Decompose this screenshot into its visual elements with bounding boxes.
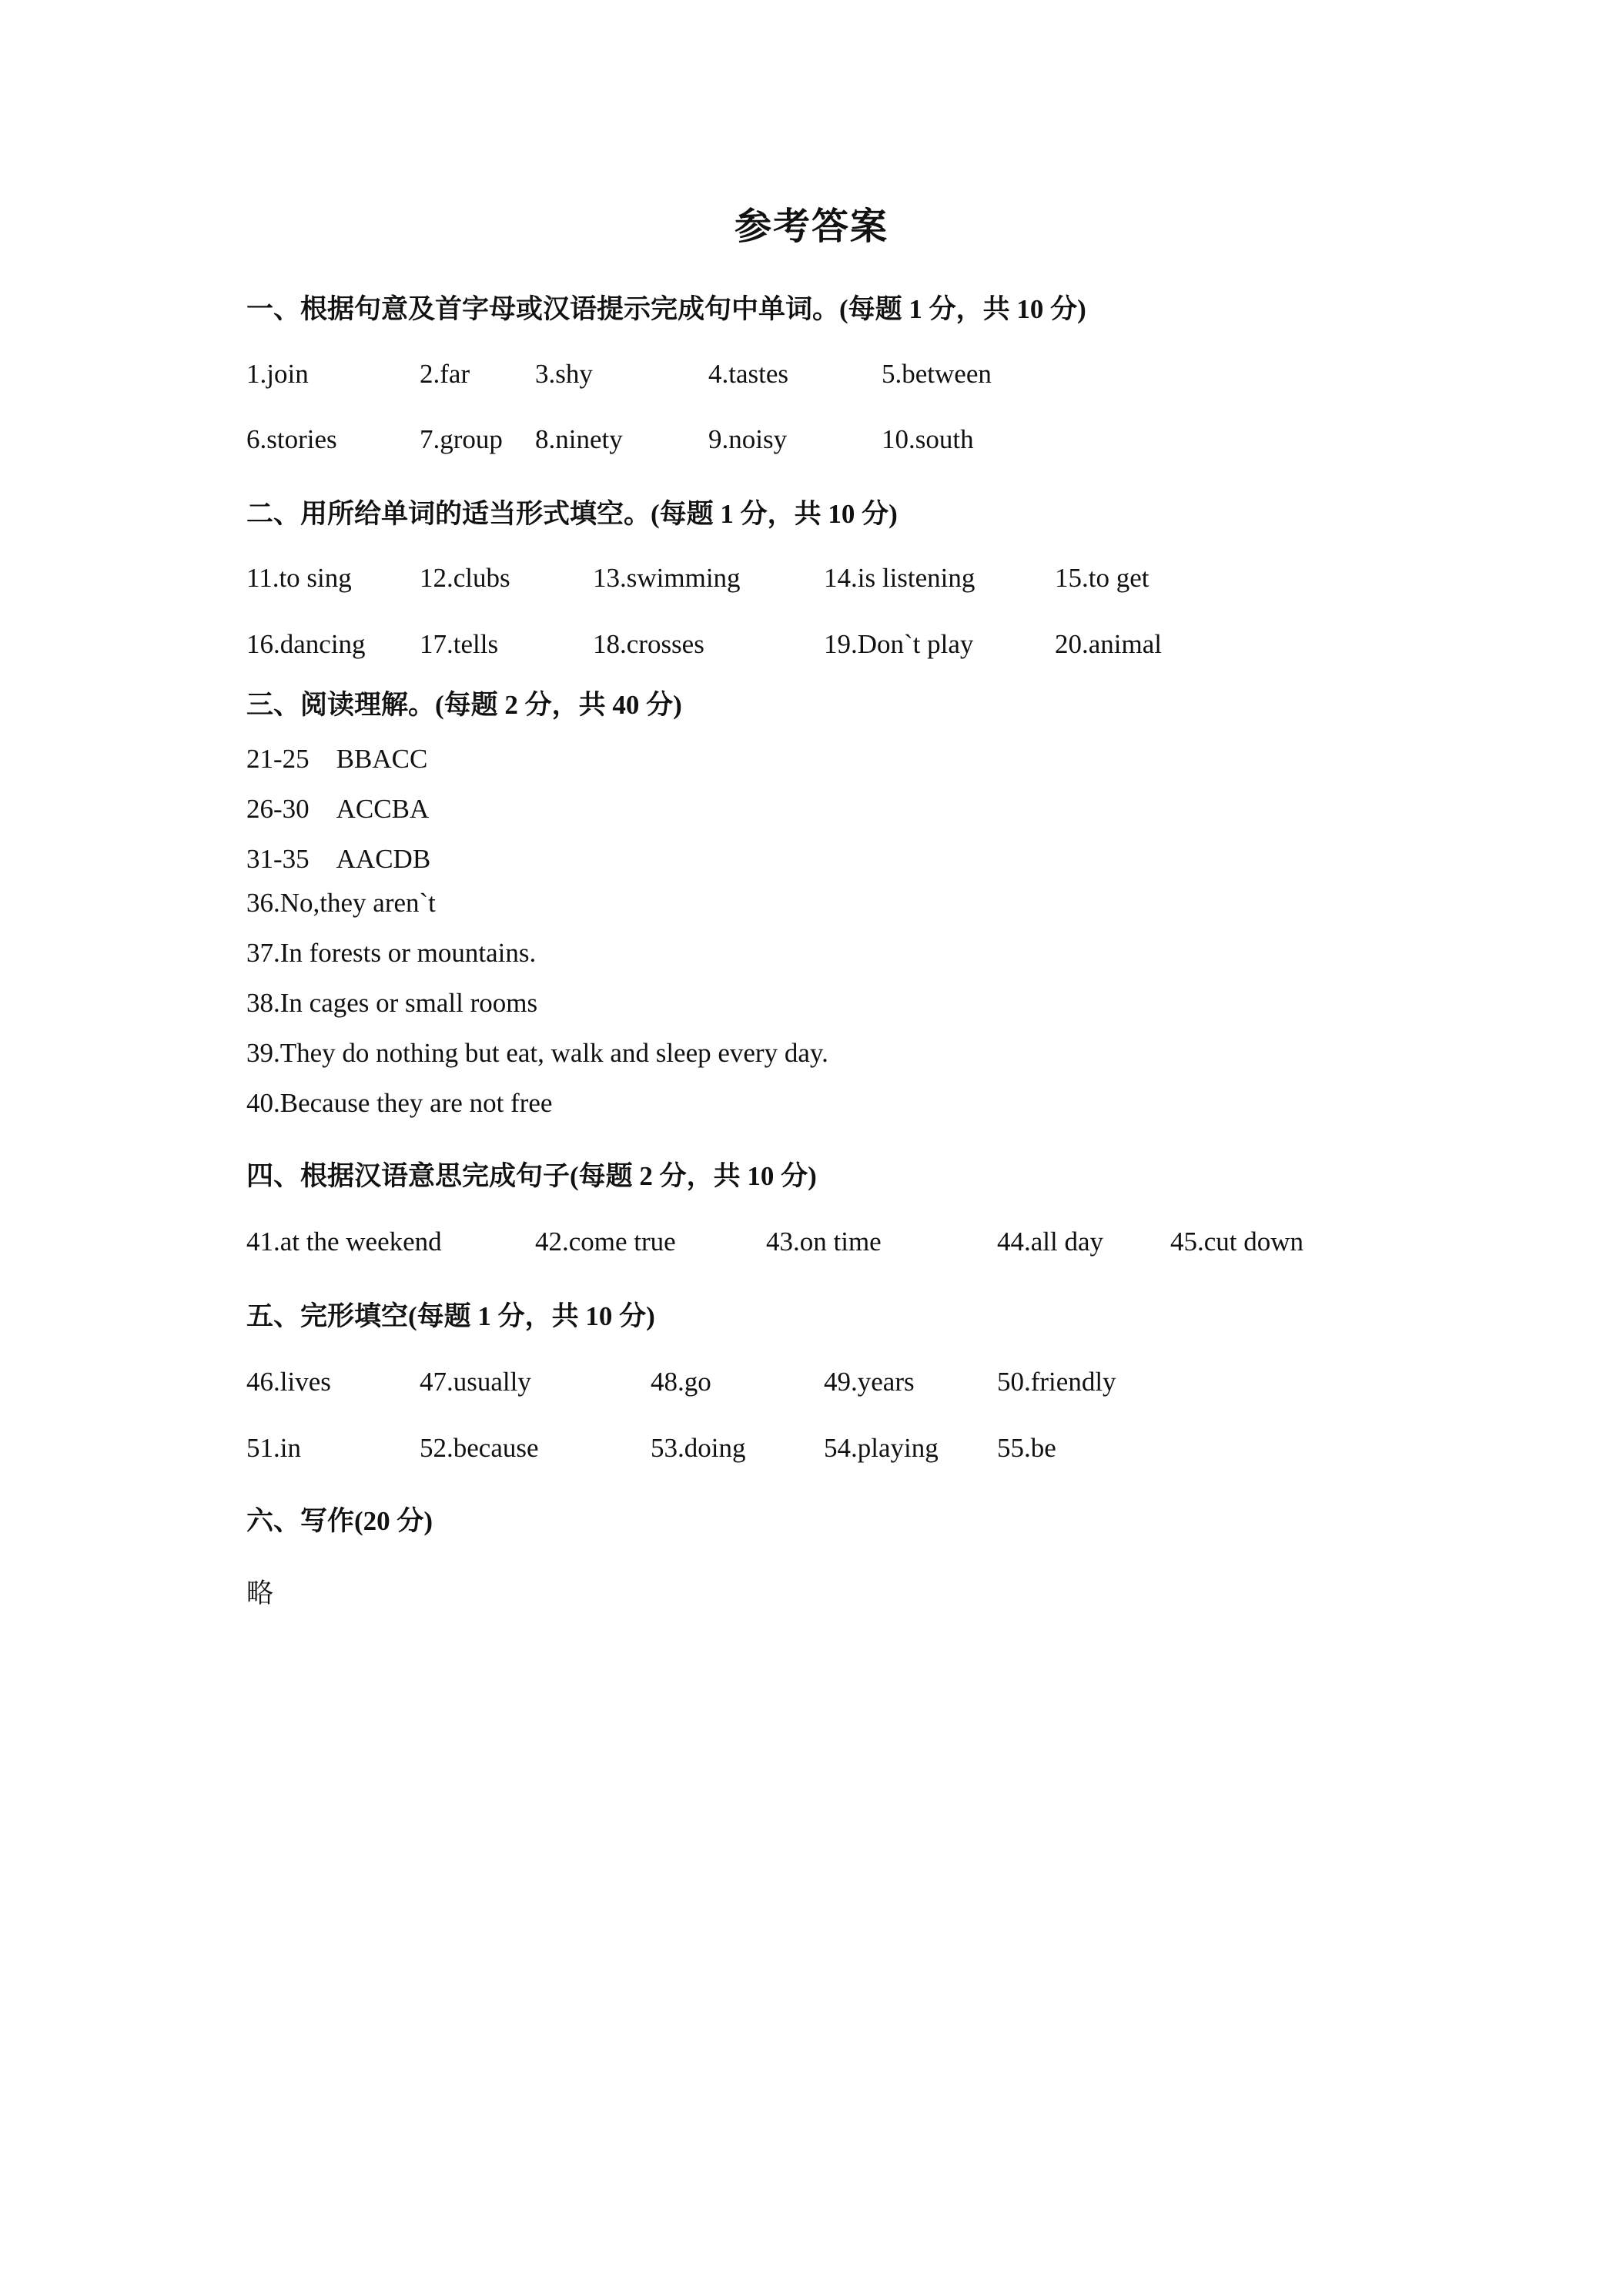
answer-item: 42.come true (535, 1227, 676, 1257)
answer-item: 44.all day (997, 1227, 1104, 1257)
answer-item: 43.on time (766, 1227, 882, 1257)
answer-item: 41.at the weekend (246, 1227, 442, 1257)
answer-item: 17.tells (420, 629, 499, 659)
answer-item: 2.far (420, 359, 470, 389)
answer-item: 12.clubs (420, 563, 510, 593)
answer-item: 55.be (997, 1433, 1056, 1463)
answer-line: 36.No,they aren`t (246, 888, 436, 918)
answer-item: 4.tastes (708, 359, 789, 389)
section-3-heading: 三、阅读理解。(每题 2 分，共 40 分) (246, 690, 682, 720)
answer-item: 14.is listening (824, 563, 975, 593)
answer-item: 15.to get (1055, 563, 1149, 593)
answer-item: 19.Don`t play (824, 629, 974, 659)
answer-item: 13.swimming (593, 563, 741, 593)
section-4-heading: 四、根据汉语意思完成句子(每题 2 分，共 10 分) (246, 1161, 817, 1191)
answer-item: 18.crosses (593, 629, 704, 659)
answer-item: 49.years (824, 1367, 915, 1397)
answer-item: 9.noisy (708, 424, 788, 454)
section-6-heading: 六、写作(20 分) (246, 1506, 433, 1536)
answer-item: 3.shy (535, 359, 593, 389)
answer-item: 7.group (420, 424, 503, 454)
writing-answer: 略 (246, 1578, 274, 1609)
answer-item: 54.playing (824, 1433, 939, 1463)
answer-line: 39.They do nothing but eat, walk and sleep every day. (246, 1038, 828, 1068)
answer-line: 26-30 ACCBA (246, 794, 430, 824)
answer-line: 40.Because they are not free (246, 1088, 553, 1118)
answer-line: 38.In cages or small rooms (246, 988, 538, 1018)
answer-item: 10.south (882, 424, 974, 454)
answer-item: 50.friendly (997, 1367, 1116, 1397)
answer-item: 20.animal (1055, 629, 1162, 659)
answer-line: 21-25 BBACC (246, 744, 428, 774)
answer-item: 5.between (882, 359, 992, 389)
answer-item: 46.lives (246, 1367, 331, 1397)
page-title: 参考答案 (734, 205, 888, 248)
answer-line: 37.In forests or mountains. (246, 938, 537, 968)
answer-item: 6.stories (246, 424, 337, 454)
answer-item: 53.doing (651, 1433, 746, 1463)
section-2-heading: 二、用所给单词的适当形式填空。(每题 1 分，共 10 分) (246, 499, 898, 529)
section-5-heading: 五、完形填空(每题 1 分，共 10 分) (246, 1301, 655, 1331)
answer-item: 16.dancing (246, 629, 366, 659)
answer-item: 48.go (651, 1367, 711, 1397)
answer-item: 11.to sing (246, 563, 352, 593)
answer-item: 47.usually (420, 1367, 531, 1397)
answer-item: 8.ninety (535, 424, 623, 454)
answer-item: 1.join (246, 359, 309, 389)
answer-item: 45.cut down (1170, 1227, 1304, 1257)
answer-item: 51.in (246, 1433, 301, 1463)
section-1-heading: 一、根据句意及首字母或汉语提示完成句中单词。(每题 1 分，共 10 分) (246, 294, 1086, 324)
answer-line: 31-35 AACDB (246, 844, 431, 874)
answer-item: 52.because (420, 1433, 539, 1463)
